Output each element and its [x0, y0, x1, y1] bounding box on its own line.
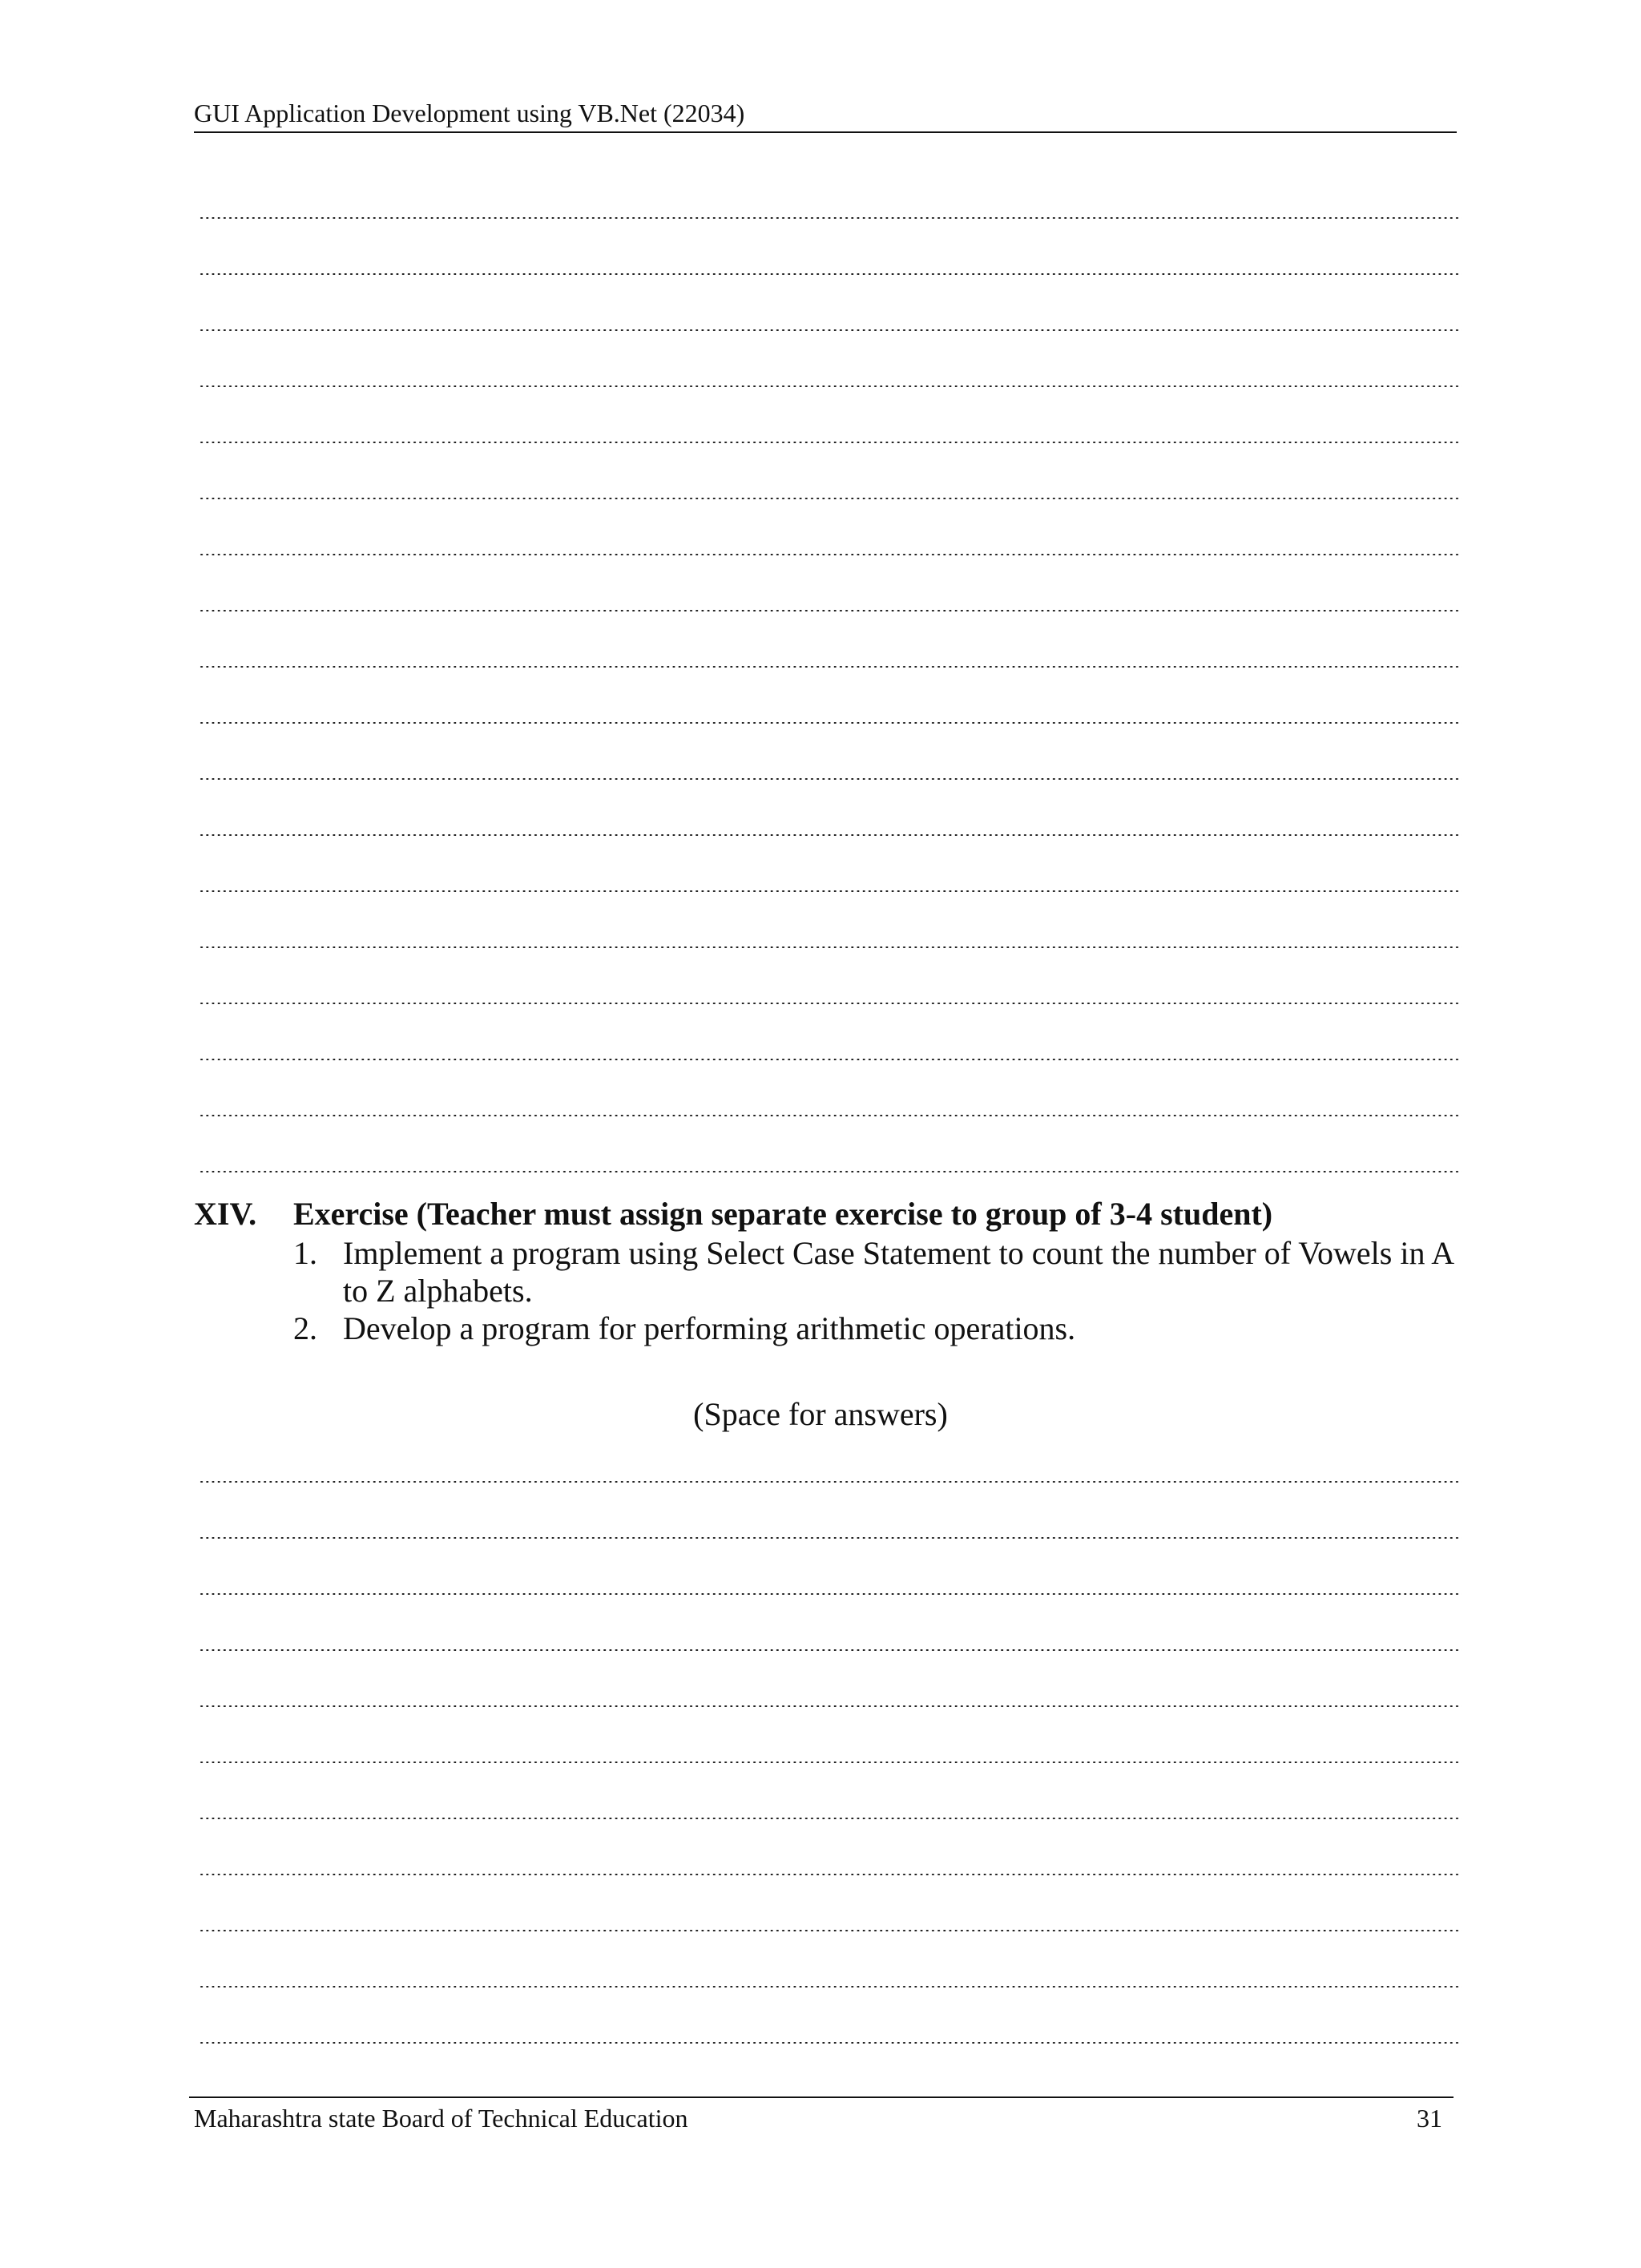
answer-line — [199, 217, 1462, 219]
answer-line — [199, 1059, 1462, 1060]
answer-line — [199, 1818, 1462, 1819]
answer-line — [199, 722, 1462, 724]
answer-line — [199, 946, 1462, 948]
answer-line — [199, 1986, 1462, 1988]
answer-line — [199, 554, 1462, 555]
section-number: XIV. — [194, 1196, 257, 1232]
header-title: GUI Application Development using VB.Net (22034) — [194, 99, 745, 127]
item-text: Develop a program for performing arithmetic operations. — [343, 1310, 1076, 1346]
footer-org: Maharashtra state Board of Technical Education — [194, 2104, 688, 2133]
answer-line — [199, 1537, 1462, 1539]
answer-line — [199, 890, 1462, 892]
item-text: Implement a program using Select Case Statement to count the number of Vowels in A to Z alphabets. — [343, 1235, 1453, 1309]
answer-line — [199, 610, 1462, 611]
answer-line — [199, 666, 1462, 668]
item-number: 2. — [293, 1310, 317, 1346]
answer-line — [199, 1481, 1462, 1483]
answer-line — [199, 1705, 1462, 1707]
answer-line — [199, 834, 1462, 836]
exercise-list — [194, 1234, 1476, 1347]
answer-line — [199, 385, 1462, 387]
answer-space-caption: (Space for answers) — [693, 1396, 948, 1432]
page-footer — [189, 2096, 1454, 2140]
answer-line — [199, 498, 1462, 499]
answer-line — [199, 778, 1462, 780]
exercise-item — [194, 1234, 1457, 1310]
exercise-item — [194, 1310, 1457, 1347]
answer-line — [199, 1762, 1462, 1763]
section-title: Exercise (Teacher must assign separate exercise to group of 3-4 student) — [293, 1196, 1273, 1232]
item-number: 1. — [293, 1235, 317, 1271]
exercise-heading — [194, 1194, 1476, 1234]
answer-line — [199, 1115, 1462, 1116]
answer-line — [199, 442, 1462, 443]
answer-line — [199, 1649, 1462, 1651]
page-header — [194, 95, 1457, 133]
answer-line — [199, 2042, 1462, 2044]
answer-line — [199, 1874, 1462, 1875]
answer-line — [199, 1593, 1462, 1595]
exercise-section — [194, 1194, 1476, 1347]
answer-line — [199, 1171, 1462, 1172]
answer-line — [199, 1003, 1462, 1004]
answer-line — [199, 329, 1462, 331]
answer-line — [199, 1930, 1462, 1931]
answer-line — [199, 273, 1462, 275]
page-number: 31 — [1417, 2104, 1442, 2133]
